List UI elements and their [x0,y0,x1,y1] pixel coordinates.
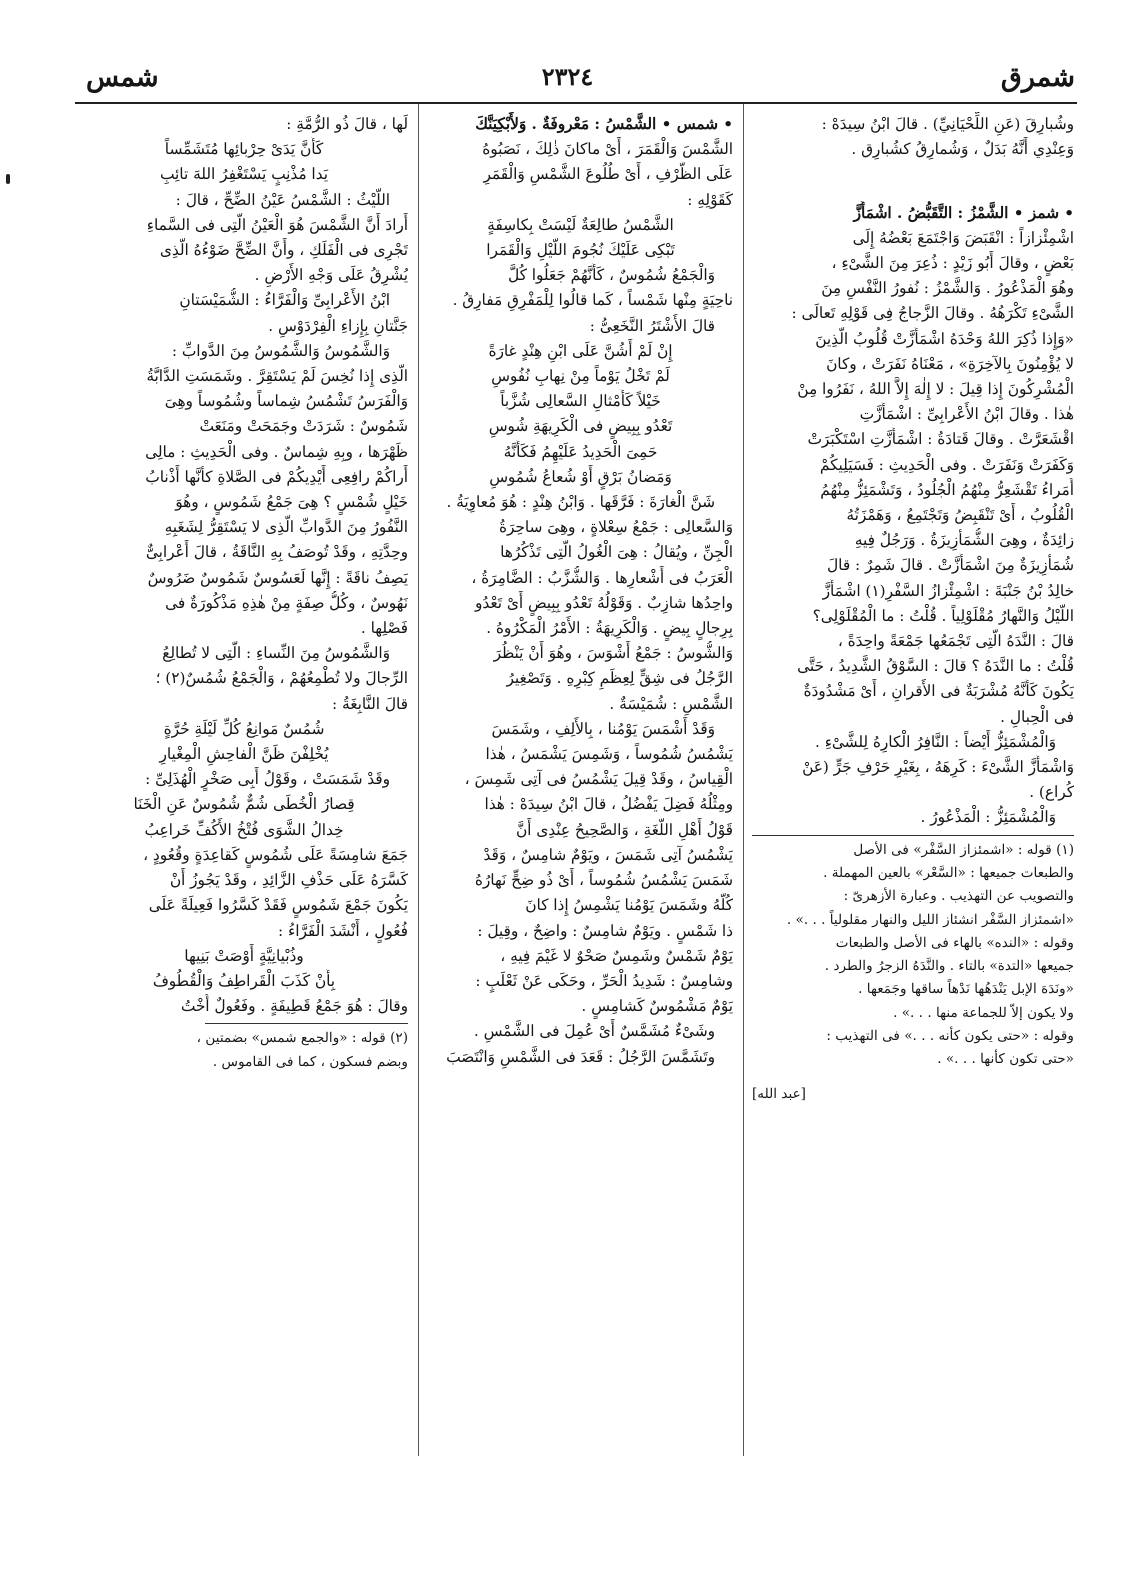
text-line: وَالشَّمُوسُ وَالشَّمُوسُ مِنَ الدَّوابِّ : [171,341,390,360]
page-number: ٢٣٢٤ [541,62,594,91]
text-line: «وَإِذا ذُكِرَ اللهُ وَحْدَهُ اشْمَأَزَّتْ قُلُوبُ الَّذِينَ [815,329,1074,348]
text-line: وَعِنْدِي أَنَّهُ بَدَلٌ ، وَشُمارِقُ كشُبارِق . [851,140,1074,159]
text-line: تَجْرِى فى الْفَلَكِ ، وأَنَّ الضِّحَّ ضَوْءُهُ الَّذِى [159,241,408,260]
text-line: بِرِجالٍ بِيضٍ . وَالْكَرِيهَةُ : الأَمْرُ الْمَكْرُوهُ . [486,619,733,638]
text-line: يَوْمٌ مَشْمُوسٌ كَشامِسٍ . [581,997,733,1016]
verse-line: لَمْ تَخْلُ يَوْماً مِنْ نِهابِ نُفُوسِ [491,367,670,386]
text-line: الْقِياسُ ، وقَدْ قِيلَ يَشْمُسُ فى آتِى شَمِسَ ، [464,770,733,789]
text-line: وَالْجَمْعُ شُمُوسٌ ، كَأَنَّهُمْ جَعَلُوا كُلَّ [508,266,715,285]
header-rule [75,102,1077,104]
text-line: وقالَ : هُوَ جَمْعُ قَطِيفَةٍ . وفَعُولٌ أُخْتُ [180,997,408,1016]
verse-line: الشَّمْسُ طالِعَةٌ لَيْسَتْ بِكاسِفَةٍ [487,215,674,234]
text-line: كَقَوْلِهِ : [687,190,733,209]
footnote-line: والتصويب عن التهذيب . وعبارة الأزهرىّ : [843,888,1074,905]
text-line: الْقُلُوبُ ، أَىْ تَنْقَبِضُ وَتَجْتَمِعُ ، وَهَمْزَتُهُ [846,506,1074,525]
text-line: وَالشُّوسُ : جَمْعُ أَشْوَسَ ، وهُوَ أَنْ يَنْظُرَ [493,644,733,663]
text-line: يَشْمُسُ شُمُوساً ، وَشَمِسَ يَشْمَسُ ، هٰذا [485,745,733,764]
text-line: فُعُولٍ ، أَنْشَدَ الْفَرَّاءُ : [278,921,408,940]
text-line: اللَّيْلُ وَالنَّهارُ مُقْلَوْلِياً . قُلْتُ : ما الْمُقْلَوْلِى؟ [812,606,1074,625]
text-line: هٰذا . وقالَ ابْنُ الأَعْرابِىِّ : اشْمَأَزَّتِ [859,405,1074,424]
text-line: اشْمِئْزازاً : انْقَبَضَ وَاجْتَمَعَ بَعْضُهُ إِلَى [852,228,1074,247]
text-line: وشُبارِقَ (عَنِ اللِّحْيَانِيِّ) . قالَ ابْنُ سِيدَهْ : [821,115,1074,133]
text-line: وهُوَ الْمَذْعُورُ . وَالشَّمْزُ : نُفورُ النَّفْسِ مِنَ [821,279,1074,298]
text-line: أُمَراءُ تَقْشَعِرُّ مِنْهُمُ الْجُلُودُ ، وَتَشْمَئِزُّ مِنْهُمُ [820,480,1074,499]
text-line: قالَ الأَشْتَرُ النَّخَعِىُّ : [589,316,715,335]
text-line: وقَدْ شَمَسَتْ ، وقَوْلُ أَبِى صَخْرٍ الْهُذَلِىِّ : [145,770,390,789]
text-line: لَها ، قالَ ذُو الرُّمَّةِ : [286,115,408,133]
verse-line: كَأَنَّ يَدَىْ حِرْبائِها مُتَشَمِّساً [164,140,324,159]
footnote-line: «اشمئزاز السَّفْر انشئاز الليل والنهار مقلولياً . . .» . [786,911,1074,928]
column-divider-left [418,104,419,1456]
text-line: الرِّجالَ ولا تُطْمِعُهُمْ ، وَالْجَمْعُ شُمُسٌ(٢) ؛ [155,669,408,688]
margin-mark [6,174,10,184]
verse-line: خَيْلاً كَأَمْثالِ السَّعالِى شُزَّباً [500,392,661,411]
column-right [752,112,1074,1442]
text-line: قالَ النَّابِغَةُ : [332,694,408,713]
text-line: قالَ : النَّدَهُ الَّتِى تَجْمَعُها جَمْعَةً واحِدَةً ، [837,632,1074,651]
entry-headword-line: • شمس • الشَّمْسُ : مَعْروفَةٌ . وَلأَبْكِيَنَّكَ [475,115,733,133]
text-line: وَالْمُشْمَئِزُّ أَيْضاً : النَّافِرُ الْكارِهُ لِلشَّىْءِ . [815,732,1056,751]
text-line: نَهُوسٌ ، وكُلُّ صِفَةٍ مِنْ هٰذِهِ مَذْكُورَةٌ فى [165,593,408,612]
footnote-rule [205,1023,408,1024]
text-line: فَصْلِها . [360,619,408,638]
footnote-line: جميعها «التدة» بالتاء . والنَّدَهُ الزجرُ والطرد . [824,958,1074,975]
verse-line: وذُبْيانِيَّةٍ أَوْصَتْ بَنِيها [184,946,304,965]
text-line: خالِدُ بْنُ جَنْبَةَ : اشْمِئْزازُ السَّفْرِ(١) اشْمَأَزَّ [822,581,1074,600]
verse-line: تَبْكِى عَلَيْكَ نُجُومَ اللَّيْلِ وَالْقَمَرا [486,241,675,260]
footnote-line: والطبعات جميعها : «السَّعْر» بالعين المهملة . [823,864,1074,881]
verse-line: قِصارُ الْخُطَى شُمٌّ شُمُوسٌ عَنِ الْخَنَا [133,795,355,814]
verse-line: وَمَضانُ بَرْقٍ أَوْ شُعاعُ شُمُوسِ [489,467,672,486]
verse-line: يَدا مُذْنِبٍ يَسْتَغْفِرُ اللهَ تائِبِ [160,165,328,184]
text-line: الشَّىْءِ تَكْرَهُهُ . وقالَ الزَّجاجُ فِى قَوْلِهِ تَعالَى : [791,304,1074,323]
footnote-line: وقوله : «حتى يكون كأنه . . .» فى التهذيب : [826,1028,1074,1045]
column-middle [428,112,733,1462]
text-line: شَنَّ الْغارَةَ : فَرَّقَها . وَابْنُ هِنْدٍ : هُوَ مُعاوِيَةُ . [446,493,715,512]
text-line: الْمُشْرِكُونَ إِذا قِيلَ : لا إِلٰهَ إِلاَّ اللهُ ، نَفَرُوا مِنْ [797,380,1074,399]
text-line: وَالْفَرَسُ تَشْمُسُ شِماساً وشُمُوساً وهِىَ [164,392,408,411]
entry-headword-line: • شمز • الشَّمْزُ : التَّقَبُّضُ . اشْمَأَزَّ [853,203,1074,222]
text-line: يَكُونَ جَمْعَ شَمُوسٍ فَقَدْ كَسَّرُوا فَعِيلَةً عَلَى [148,896,408,915]
header-left-word: شمس [86,62,159,93]
text-line: شَمُوسٌ : شَرَدَتْ وجَمَحَتْ ومَنَعَتْ [199,417,408,436]
footnote-line: «حتى تكون كأنها . . .» . [937,1051,1074,1068]
verse-line: إِنْ لَمْ أَشُنَّ عَلَى ابْنِ هِنْدٍ غارَةً [488,341,673,360]
text-line: وشامِسٌ : شَدِيدُ الْحَرِّ ، وحَكَى عَنْ ثَعْلَبٍ : [475,971,733,990]
text-line: شُمَأْزِيزَةٌ مِنَ اشْمَأَزَّتْ . قالَ شَمِرٌ : قالَ [827,556,1074,575]
text-line: قُلْتُ : ما النَّدَهُ ؟ قالَ : السَّوْقُ الشَّدِيدُ ، حَتَّى [797,657,1074,676]
text-line: واحِدُها شازِبٌ . وَقَوْلُهُ تَعْدُو بِبِيضٍ أَىْ تَعْدُو [474,593,733,612]
text-line: اللَّيْثُ : الشَّمْسُ عَيْنُ الضِّحِّ ، قالَ : [175,190,390,209]
text-line [752,162,1074,187]
footnote-line: وقوله : «النده» بالهاء فى الأصل والطبعات [835,934,1074,951]
column-divider-right [743,104,744,1456]
verse-line: بِأَنْ كَذَبَ الْقَراطِفُ وَالْقُطُوفُ [152,971,336,990]
text-line: ناحِيَةٍ مِنْها شَمْساً ، كَما قالُوا لِلْمَفْرِقِ مَفارِقُ . [452,291,733,310]
text-line: يُشْرِقُ عَلَى وَجْهِ الأَرْضِ . [254,266,408,285]
verse-line: شُمُسٌ مَوانِعُ كُلِّ لَيْلَةِ حُرَّةٍ [163,719,325,738]
text-line: وَاشْمَأَزَّ الشَّىْءَ : كَرِهَهُ ، بِغَيْرِ حَرْفِ جَرٍّ (عَنْ [802,758,1074,777]
text-line: أَرادَ أَنَّ الشَّمْسَ هُوَ الْعَيْنُ الَّتِى فى السَّماءِ [146,215,408,234]
verse-line: خِدالُ الشَّوَى فُتْخُ الأَكُفِّ خَراعِبُ [144,820,344,839]
text-line: كُراع) . [1029,783,1074,802]
footnote-line: (١) قوله : «اشمئزاز السَّفْر» فى الأصل [853,841,1074,858]
verse-line: حَمِىَ الْحَدِيدُ عَلَيْهِمُ فَكَأَنَّهُ [503,442,658,461]
text-line: الْجِنِّ ، ويُقالُ : هِىَ الْغُولُ الَّتِى تَذْكُرُها [500,543,733,562]
text-line: النَّفُورُ مِنَ الدَّوابِّ الَّذِى لا يَسْتَقِرُّ لِشَغَبِهِ [164,518,408,537]
text-line: بَعْضٍ ، وقالَ أَبُو زَيْدٍ : ذُعِرَ مِنَ الشَّىْءِ ، [831,254,1074,273]
text-line: ومِثْلُهُ فَضِلَ يَفْضُلُ ، قالَ ابْنُ سِيدَهْ : هٰذا [484,795,733,814]
text-line: وَالشَّمُوسُ مِنَ النِّساءِ : الَّتِى لا تُطالِعُ [162,644,390,663]
text-line: الَّذِى إِذا نُخِسَ لَمْ يَسْتَقِرَّ . وشَمَسَتِ الدَّابَّةُ [146,367,408,386]
text-line: وَكَفَرَتْ وَنَفَرَتْ . وفى الْحَدِيثِ : فَسَيَلِيكُمْ [819,455,1074,474]
text-line: ذا شَمْسٍ . ويَوْمٌ شامِسٌ : واضِحٌ ، وقِيلَ : [477,921,733,940]
text-line: شَمَسَ يَشْمُسُ شُمُوساً ، أَىْ ذُو ضِحٍّ نَهارُهُ [474,871,733,890]
text-line: الرَّجُلُ فى شِقٍّ لِعِظَمِ كِبْرِهِ . وَتَصْغِيرُ [506,669,733,688]
text-line: خَيْلٍ شُمْسٍ ؟ هِىَ جَمْعُ شَمُوسٍ ، وهُوَ [175,493,408,512]
footnote-rule [752,835,1074,836]
text-line: جَمَعَ شامِسَةً عَلَى شُمُوسٍ كَقاعِدَةٍ وقُعُودٍ ، [143,845,408,864]
column-left [80,112,408,1462]
text-line: كَسَّرَهُ عَلَى حَذْفِ الزَّائِدِ ، وقَدْ يَجُوزُ أَنْ [169,871,408,890]
footnote-line: وبضم فسكون ، كما فى القاموس . [212,1053,408,1070]
text-line: كُلُّهُ وشَمَسَ يَوْمُنا يَشْمِسُ إِذا كانَ [525,896,733,915]
text-line: وتَشَمَّسَ الرَّجُلُ : قَعَدَ فى الشَّمْسِ وَانْتَصَبَ [446,1047,715,1066]
verse-line: تَعْدُو بِبِيضٍ فى الْكَرِيهَةِ شُوسِ [488,417,673,436]
verse-line: يُخْلِفْنَ ظَنَّ الْفاحِشِ الْمِغْيارِ [159,745,329,764]
text-line: يَكُونَ كَأَنَّهُ مُشْرَبَةٌ فى الأَقرانِ ، أَىْ مَشْدُودَةٌ [803,682,1074,701]
text-line: لا يُؤْمِنُونَ بِالآخِرَةِ» ، مَعْنَاهُ نَفَرَتْ ، وكانَ [826,354,1074,373]
text-line: وَالسَّعالِى : جَمْعُ سِعْلاةٍ ، وهِىَ ساحِرَةُ [498,518,733,537]
text-line: وشَىْءٌ مُشَمَّسٌ أَىْ عُمِلَ فى الشَّمْسِ . [473,1022,715,1041]
text-line: اقْشَعَرَّتْ . وقالَ قَتادَةُ : اشْمَأَزَّتِ اسْتَكْبَرَتْ [807,430,1074,449]
text-line: وَالْمُشْمَئِزُّ : الْمَذْعُورُ . [920,808,1056,827]
text-line: عَلَى الظَّرْفِ ، أَىْ طُلُوعَ الشَّمْسِ وَالْقَمَرِ [483,165,733,184]
text-line: قَوْلُ أَهْلِ اللُّغَةِ ، وَالصَّحِيحُ عِنْدِى أَنَّ [515,820,733,839]
footnote-line: (٢) قوله : «والجمع شمس» بضمتين ، [196,1030,408,1047]
header-right-word: شمرق [1000,62,1075,93]
footnote-line: «ونَدَهَ الإبل يَنْدَهُها نَدْهاً ساقها وجَمَعها . [858,981,1074,998]
text-line: أَراكُمْ رافِعِى أَيْدِيكُمْ فى الصَّلاةِ كأنَّها أَذْنابُ [145,467,408,486]
text-line: يَصِفُ ناقَةً : إِنَّها لَعَسُوسٌ شَمُوسٌ ضَرُوسٌ [147,568,408,587]
text-line: ظَهْرَها ، وبِهِ شِماسٌ . وفى الْحَدِيثِ : مالِى [145,442,408,461]
text-line: وَقَدْ أَشْمَسَ يَوْمُنا ، بِالأَلِفِ ، وشَمَسَ [491,719,715,738]
text-line: فى الْحِبالِ . [1000,707,1074,726]
text-line: وحِدَّتِهِ ، وقَدْ تُوصَفُ بِهِ النَّاقَةُ ، قالَ أَعْرابِىٌّ [145,543,408,562]
text-line: الشَّمْسِ : شُمَيْسَةٌ . [609,694,733,713]
text-line: الشَّمْسَ وَالْقَمَرَ ، أَىْ ماكانَ ذٰلِكَ ، نَصَبُوهُ [482,140,733,159]
text-line: ابْنُ الأَعْرابِىِّ وَالْفَرَّاءُ : الشُّمَيْسَتانِ [179,291,390,310]
text-line: جَنَّتانِ بِإِزاءِ الْفِرْدَوْسِ . [268,316,408,335]
footnote-line: ولا يكون إلاّ للجماعة منها . . .» . [893,1004,1074,1021]
text-line: يَشْمُسُ آتِى شَمَسَ ، ويَوْمٌ شامِسٌ ، وَقَدْ [483,845,733,864]
text-line: زائِدَةٌ ، وهِىَ الشُّمَأْزِيزَةُ . وَرَجُلٌ فِيهِ [854,531,1074,550]
editor-signature: [عبد الله] [752,1085,806,1102]
text-line: يَوْمٌ شَمْسٌ وشَمِسٌ صَحْوٌ لا غَيْمَ فِيهِ ، [500,946,733,965]
text-line: الْعَرَبُ فى أَشْعارِها . وَالشُّزَّبُ : الضَّامِرَةُ ، [471,568,733,587]
